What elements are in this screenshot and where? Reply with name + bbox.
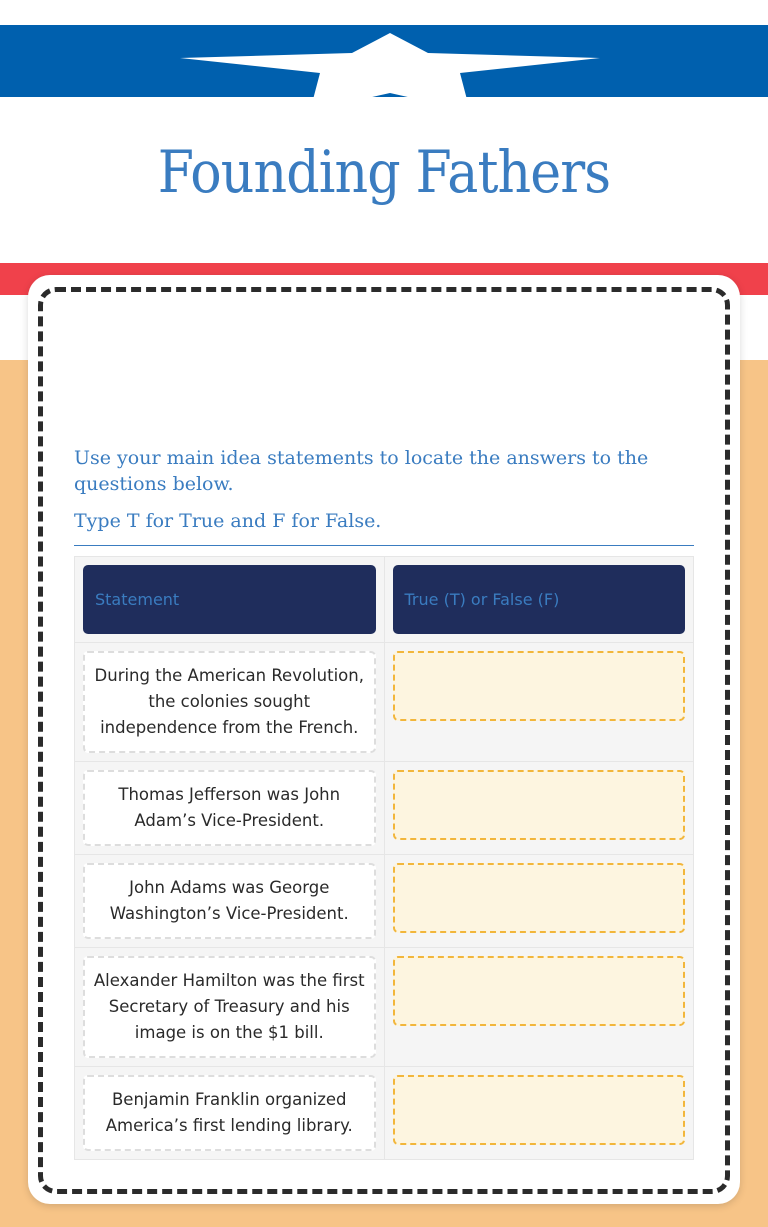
table-row <box>75 1067 694 1160</box>
table-row <box>75 643 694 762</box>
answer-input[interactable] <box>393 1075 686 1145</box>
table-row <box>75 948 694 1067</box>
statement-text: Thomas Jefferson was John Adam’s Vice-President. <box>83 770 376 846</box>
page-title: Founding Fathers <box>157 138 611 206</box>
true-false-table <box>74 556 694 1160</box>
instruction-text: Use your main idea statements to locate the answers to the questions below. <box>74 447 649 495</box>
header-answer: True (T) or False (F) <box>393 565 686 634</box>
table-row <box>75 855 694 948</box>
star-icon <box>170 31 610 97</box>
table-row <box>75 762 694 855</box>
header-statement: Statement <box>83 565 376 634</box>
statement-text: During the American Revolution, the colonies sought independence from the French. <box>83 651 376 753</box>
answer-input[interactable] <box>393 863 686 933</box>
table-header-row <box>75 557 694 643</box>
divider <box>74 545 694 546</box>
statement-text: Alexander Hamilton was the first Secretary of Treasury and his image is on the $1 bill. <box>83 956 376 1058</box>
statement-text: Benjamin Franklin organized America’s first lending library. <box>83 1075 376 1151</box>
instruction-text-2: Type T for True and F for False. <box>74 510 382 532</box>
answer-input[interactable] <box>393 651 686 721</box>
statement-text: John Adams was George Washington’s Vice-President. <box>83 863 376 939</box>
answer-input[interactable] <box>393 770 686 840</box>
answer-input[interactable] <box>393 956 686 1026</box>
header-banner <box>0 25 768 97</box>
